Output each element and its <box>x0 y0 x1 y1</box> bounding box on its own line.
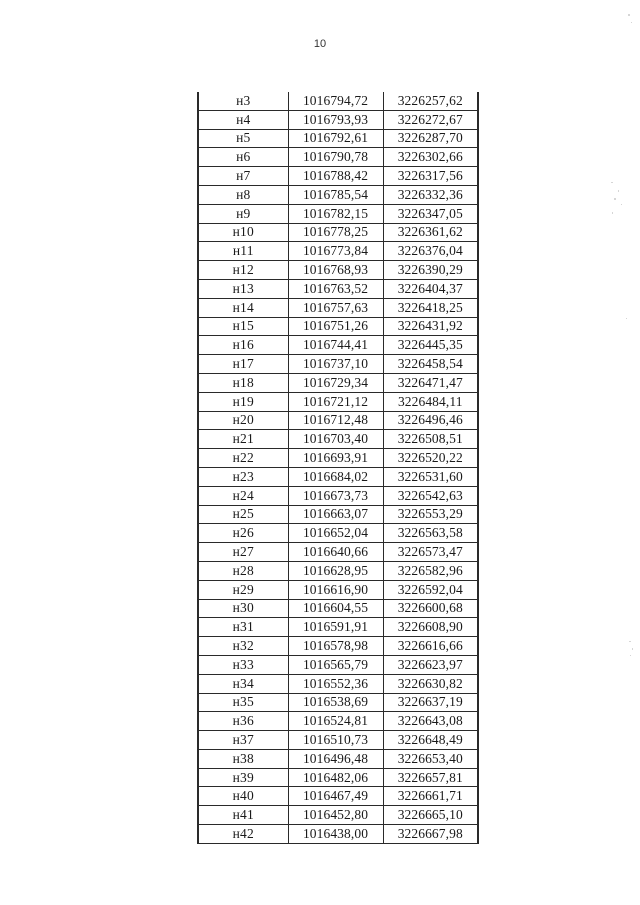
x-coordinate-cell: 1016712,48 <box>288 411 383 430</box>
table-row <box>198 317 478 336</box>
y-coordinate-cell: 3226630,82 <box>383 674 478 693</box>
x-coordinate-cell: 1016757,63 <box>288 298 383 317</box>
x-coordinate-cell: 1016538,69 <box>288 693 383 712</box>
table-row <box>198 129 478 148</box>
table-row <box>198 561 478 580</box>
y-coordinate-cell: 3226553,29 <box>383 505 478 524</box>
point-id-cell: н16 <box>198 336 288 355</box>
y-coordinate-cell: 3226496,46 <box>383 411 478 430</box>
point-id-cell: н28 <box>198 561 288 580</box>
x-coordinate-cell: 1016773,84 <box>288 242 383 261</box>
y-coordinate-cell: 3226637,19 <box>383 693 478 712</box>
table-row <box>198 279 478 298</box>
x-coordinate-cell: 1016693,91 <box>288 449 383 468</box>
point-id-cell: н14 <box>198 298 288 317</box>
point-id-cell: н18 <box>198 373 288 392</box>
table-row <box>198 467 478 486</box>
y-coordinate-cell: 3226616,66 <box>383 637 478 656</box>
y-coordinate-cell: 3226623,97 <box>383 655 478 674</box>
y-coordinate-cell: 3226458,54 <box>383 355 478 374</box>
y-coordinate-cell: 3226361,62 <box>383 223 478 242</box>
point-id-cell: н4 <box>198 110 288 129</box>
x-coordinate-cell: 1016768,93 <box>288 261 383 280</box>
scan-speckle <box>628 14 630 16</box>
table-row <box>198 185 478 204</box>
x-coordinate-cell: 1016578,98 <box>288 637 383 656</box>
table-row <box>198 749 478 768</box>
y-coordinate-cell: 3226563,58 <box>383 524 478 543</box>
table-row <box>198 148 478 167</box>
x-coordinate-cell: 1016604,55 <box>288 599 383 618</box>
scan-speckle <box>611 182 613 183</box>
page-number: 10 <box>313 38 327 50</box>
scan-speckle <box>614 198 616 200</box>
table-row <box>198 449 478 468</box>
y-coordinate-cell: 3226287,70 <box>383 129 478 148</box>
y-coordinate-cell: 3226418,25 <box>383 298 478 317</box>
x-coordinate-cell: 1016467,49 <box>288 787 383 806</box>
table-row <box>198 693 478 712</box>
point-id-cell: н7 <box>198 167 288 186</box>
x-coordinate-cell: 1016751,26 <box>288 317 383 336</box>
scan-speckle <box>621 204 622 205</box>
x-coordinate-cell: 1016792,61 <box>288 129 383 148</box>
x-coordinate-cell: 1016552,36 <box>288 674 383 693</box>
point-id-cell: н25 <box>198 505 288 524</box>
coordinates-table <box>197 92 479 844</box>
table-row <box>198 486 478 505</box>
point-id-cell: н31 <box>198 618 288 637</box>
x-coordinate-cell: 1016778,25 <box>288 223 383 242</box>
point-id-cell: н17 <box>198 355 288 374</box>
point-id-cell: н41 <box>198 806 288 825</box>
y-coordinate-cell: 3226431,92 <box>383 317 478 336</box>
point-id-cell: н9 <box>198 204 288 223</box>
scan-speckle <box>626 318 627 319</box>
x-coordinate-cell: 1016788,42 <box>288 167 383 186</box>
table-row <box>198 655 478 674</box>
point-id-cell: н3 <box>198 92 288 110</box>
table-row <box>198 825 478 844</box>
y-coordinate-cell: 3226484,11 <box>383 392 478 411</box>
table-row <box>198 204 478 223</box>
scan-speckle <box>630 655 631 656</box>
y-coordinate-cell: 3226332,36 <box>383 185 478 204</box>
y-coordinate-cell: 3226648,49 <box>383 731 478 750</box>
x-coordinate-cell: 1016684,02 <box>288 467 383 486</box>
y-coordinate-cell: 3226608,90 <box>383 618 478 637</box>
y-coordinate-cell: 3226573,47 <box>383 543 478 562</box>
point-id-cell: н22 <box>198 449 288 468</box>
point-id-cell: н15 <box>198 317 288 336</box>
x-coordinate-cell: 1016452,80 <box>288 806 383 825</box>
y-coordinate-cell: 3226471,47 <box>383 373 478 392</box>
table-row <box>198 411 478 430</box>
x-coordinate-cell: 1016652,04 <box>288 524 383 543</box>
point-id-cell: н6 <box>198 148 288 167</box>
y-coordinate-cell: 3226661,71 <box>383 787 478 806</box>
table-row <box>198 637 478 656</box>
table-row <box>198 674 478 693</box>
scan-speckle <box>618 190 619 192</box>
x-coordinate-cell: 1016729,34 <box>288 373 383 392</box>
x-coordinate-cell: 1016744,41 <box>288 336 383 355</box>
x-coordinate-cell: 1016616,90 <box>288 580 383 599</box>
y-coordinate-cell: 3226508,51 <box>383 430 478 449</box>
table-row <box>198 712 478 731</box>
table-row <box>198 392 478 411</box>
x-coordinate-cell: 1016640,66 <box>288 543 383 562</box>
table-row <box>198 223 478 242</box>
x-coordinate-cell: 1016703,40 <box>288 430 383 449</box>
point-id-cell: н12 <box>198 261 288 280</box>
y-coordinate-cell: 3226531,60 <box>383 467 478 486</box>
point-id-cell: н32 <box>198 637 288 656</box>
x-coordinate-cell: 1016628,95 <box>288 561 383 580</box>
x-coordinate-cell: 1016794,72 <box>288 92 383 110</box>
y-coordinate-cell: 3226665,10 <box>383 806 478 825</box>
table-row <box>198 599 478 618</box>
point-id-cell: н24 <box>198 486 288 505</box>
table-row <box>198 110 478 129</box>
table-row <box>198 167 478 186</box>
point-id-cell: н33 <box>198 655 288 674</box>
y-coordinate-cell: 3226520,22 <box>383 449 478 468</box>
table-row <box>198 373 478 392</box>
point-id-cell: н39 <box>198 768 288 787</box>
y-coordinate-cell: 3226657,81 <box>383 768 478 787</box>
point-id-cell: н10 <box>198 223 288 242</box>
y-coordinate-cell: 3226272,67 <box>383 110 478 129</box>
table-row <box>198 242 478 261</box>
x-coordinate-cell: 1016782,15 <box>288 204 383 223</box>
coordinates-table-body <box>198 92 478 843</box>
point-id-cell: н40 <box>198 787 288 806</box>
y-coordinate-cell: 3226667,98 <box>383 825 478 844</box>
table-row <box>198 505 478 524</box>
table-row <box>198 261 478 280</box>
point-id-cell: н13 <box>198 279 288 298</box>
x-coordinate-cell: 1016673,73 <box>288 486 383 505</box>
table-row <box>198 355 478 374</box>
x-coordinate-cell: 1016438,00 <box>288 825 383 844</box>
point-id-cell: н38 <box>198 749 288 768</box>
x-coordinate-cell: 1016482,06 <box>288 768 383 787</box>
x-coordinate-cell: 1016591,91 <box>288 618 383 637</box>
y-coordinate-cell: 3226404,37 <box>383 279 478 298</box>
point-id-cell: н23 <box>198 467 288 486</box>
table-row <box>198 336 478 355</box>
point-id-cell: н29 <box>198 580 288 599</box>
table-row <box>198 543 478 562</box>
point-id-cell: н20 <box>198 411 288 430</box>
x-coordinate-cell: 1016663,07 <box>288 505 383 524</box>
point-id-cell: н42 <box>198 825 288 844</box>
x-coordinate-cell: 1016737,10 <box>288 355 383 374</box>
x-coordinate-cell: 1016785,54 <box>288 185 383 204</box>
point-id-cell: н11 <box>198 242 288 261</box>
x-coordinate-cell: 1016496,48 <box>288 749 383 768</box>
y-coordinate-cell: 3226582,96 <box>383 561 478 580</box>
point-id-cell: н21 <box>198 430 288 449</box>
point-id-cell: н26 <box>198 524 288 543</box>
table-row <box>198 92 478 110</box>
y-coordinate-cell: 3226600,68 <box>383 599 478 618</box>
table-row <box>198 787 478 806</box>
y-coordinate-cell: 3226542,63 <box>383 486 478 505</box>
table-row <box>198 580 478 599</box>
y-coordinate-cell: 3226390,29 <box>383 261 478 280</box>
table-row <box>198 298 478 317</box>
table-row <box>198 731 478 750</box>
scan-speckle <box>629 641 631 642</box>
x-coordinate-cell: 1016763,52 <box>288 279 383 298</box>
point-id-cell: н30 <box>198 599 288 618</box>
y-coordinate-cell: 3226445,35 <box>383 336 478 355</box>
point-id-cell: н34 <box>198 674 288 693</box>
y-coordinate-cell: 3226643,08 <box>383 712 478 731</box>
y-coordinate-cell: 3226317,56 <box>383 167 478 186</box>
scan-speckle <box>631 22 632 23</box>
point-id-cell: н37 <box>198 731 288 750</box>
point-id-cell: н19 <box>198 392 288 411</box>
x-coordinate-cell: 1016510,73 <box>288 731 383 750</box>
point-id-cell: н36 <box>198 712 288 731</box>
table-row <box>198 618 478 637</box>
x-coordinate-cell: 1016524,81 <box>288 712 383 731</box>
point-id-cell: н35 <box>198 693 288 712</box>
table-row <box>198 768 478 787</box>
table-row <box>198 806 478 825</box>
x-coordinate-cell: 1016721,12 <box>288 392 383 411</box>
x-coordinate-cell: 1016790,78 <box>288 148 383 167</box>
point-id-cell: н5 <box>198 129 288 148</box>
scan-speckle <box>632 648 633 650</box>
table-row <box>198 430 478 449</box>
y-coordinate-cell: 3226592,04 <box>383 580 478 599</box>
y-coordinate-cell: 3226302,66 <box>383 148 478 167</box>
x-coordinate-cell: 1016793,93 <box>288 110 383 129</box>
y-coordinate-cell: 3226376,04 <box>383 242 478 261</box>
point-id-cell: н27 <box>198 543 288 562</box>
point-id-cell: н8 <box>198 185 288 204</box>
scan-speckle <box>612 212 613 214</box>
y-coordinate-cell: 3226347,05 <box>383 204 478 223</box>
y-coordinate-cell: 3226653,40 <box>383 749 478 768</box>
x-coordinate-cell: 1016565,79 <box>288 655 383 674</box>
table-row <box>198 524 478 543</box>
y-coordinate-cell: 3226257,62 <box>383 92 478 110</box>
